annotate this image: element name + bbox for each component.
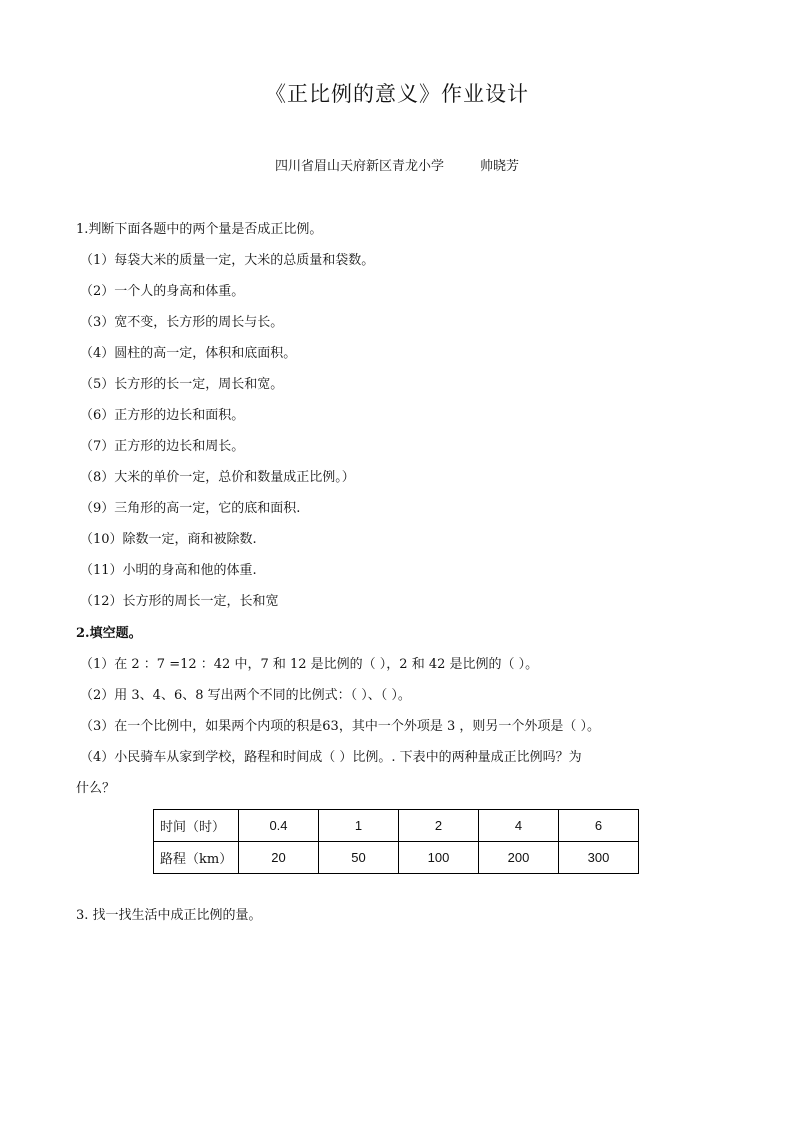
section1-heading: 1.判断下面各题中的两个量是否成正比例。 xyxy=(76,222,323,237)
section1-item: （8）大米的单价一定，总价和数量成正比例。） xyxy=(80,470,355,485)
table-cell: 300 xyxy=(559,842,639,874)
table-cell: 6 xyxy=(559,810,639,842)
table-cell: 100 xyxy=(399,842,479,874)
table-cell: 1 xyxy=(319,810,399,842)
table-row xyxy=(154,810,639,842)
author-name: 帅晓芳 xyxy=(480,159,520,174)
section1-item: （10）除数一定，商和被除数. xyxy=(80,532,257,547)
section1-item: （6）正方形的边长和面积。 xyxy=(80,408,245,423)
section1-item: （7）正方形的边长和周长。 xyxy=(80,439,245,454)
table-cell: 200 xyxy=(479,842,559,874)
section1-item: （1）每袋大米的质量一定，大米的总质量和袋数。 xyxy=(80,253,375,268)
section3-heading: 3. 找一找生活中成正比例的量。 xyxy=(76,908,262,923)
section1-item: （11）小明的身高和他的体重. xyxy=(80,563,257,578)
section1-item: （12）长方形的周长一定，长和宽 xyxy=(80,594,279,609)
table-row xyxy=(154,842,639,874)
section2-item-continuation: 什么？ xyxy=(76,781,116,796)
table-cell: 50 xyxy=(319,842,399,874)
section2-item: （3）在一个比例中，如果两个内项的积是63，其中一个外项是 3 ，则另一个外项是（ ）。 xyxy=(80,719,600,734)
section1-item: （2）一个人的身高和体重。 xyxy=(80,284,245,299)
table-cell: 2 xyxy=(399,810,479,842)
section1-item: （3）宽不变，长方形的周长与长。 xyxy=(80,315,284,330)
table-cell: 0.4 xyxy=(239,810,319,842)
table-cell: 20 xyxy=(239,842,319,874)
author-school: 四川省眉山天府新区青龙小学 xyxy=(274,159,444,174)
author-line xyxy=(0,155,794,174)
section2-item: （2）用 3、4、6、8 写出两个不同的比例式：（ ）、（ ）。 xyxy=(80,688,411,703)
section1-item: （4）圆柱的高一定，体积和底面积。 xyxy=(80,346,297,361)
section2-heading: 2.填空题。 xyxy=(76,626,142,641)
section1-item: （5）长方形的长一定，周长和宽。 xyxy=(80,377,284,392)
page-title: 《正比例的意义》作业设计 xyxy=(265,82,529,106)
row-header-distance: 路程（km） xyxy=(154,842,239,874)
time-distance-table xyxy=(153,809,639,874)
row-header-time: 时间（时） xyxy=(154,810,239,842)
section2-item: （4）小民骑车从家到学校，路程和时间成（ ）比例。. 下表中的两种量成正比例吗？为 xyxy=(80,750,582,765)
table-cell: 4 xyxy=(479,810,559,842)
section1-item: （9）三角形的高一定，它的底和面积. xyxy=(80,501,301,516)
section2-item: （1）在 2 ：7 =12 ：42 中，7 和 12 是比例的（ ），2 和 42 是比例的（ ）。 xyxy=(80,657,539,672)
